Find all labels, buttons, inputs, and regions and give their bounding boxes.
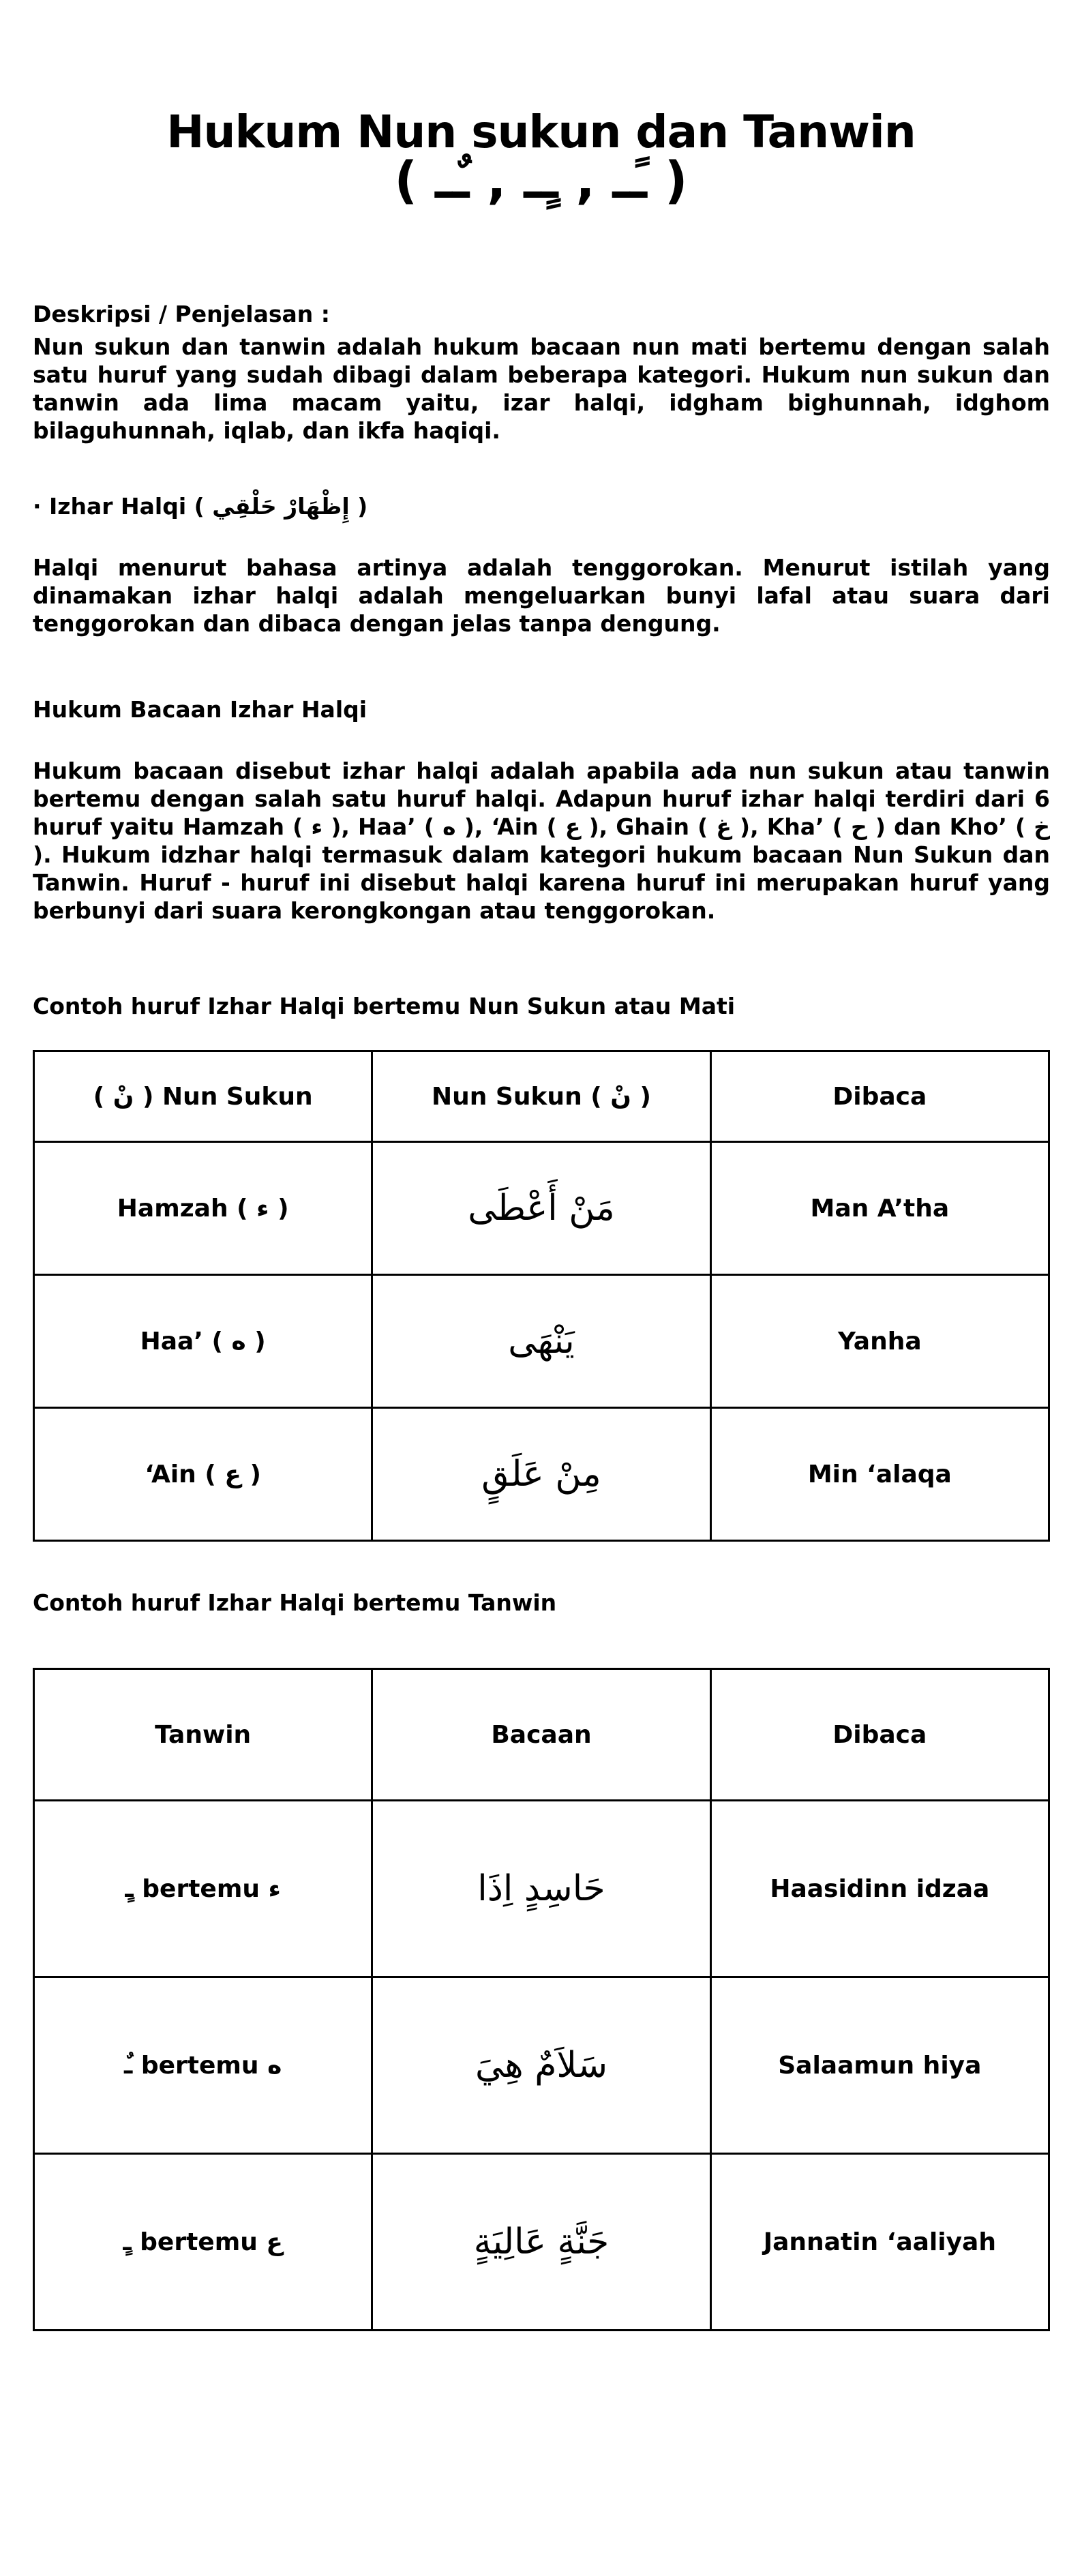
hukum-bacaan-heading: Hukum Bacaan Izhar Halqi: [33, 696, 367, 723]
izhar-halqi-heading: · Izhar Halqi ( إِظْهَارْ حَلْقِي ): [33, 493, 368, 520]
page-title: Hukum Nun sukun dan Tanwin: [166, 106, 916, 158]
table-cell: Salaamun hiya: [710, 1977, 1049, 2154]
table-header-cell: Bacaan: [372, 1669, 710, 1801]
arabic-example-cell: مَنْ أَعْطَى: [372, 1142, 710, 1275]
table-cell: ٍـ bertemu ء: [34, 1801, 372, 1977]
arabic-example-cell: حَاسِدٍ اِذَا: [372, 1801, 710, 1977]
izhar-halqi-definition: Halqi menurut bahasa artinya adalah tenggorokan. Menurut istilah yang dinamakan izhar halqi adalah mengeluarkan bunyi lafal atau suara dari tenggorokan dan dibaca dengan jelas tanpa dengung.: [33, 554, 1050, 637]
table-cell: Min ‘alaqa: [710, 1408, 1049, 1541]
description-heading: Deskripsi / Penjelasan :: [33, 301, 330, 327]
table-header-row: [34, 1051, 1049, 1142]
table-row: [34, 1142, 1049, 1275]
table-row: [34, 1408, 1049, 1541]
table-cell: Jannatin ‘aaliyah: [710, 2154, 1049, 2331]
description-body: Nun sukun dan tanwin adalah hukum bacaan nun mati bertemu dengan salah satu huruf yang sudah dibagi dalam beberapa kategori. Hukum nun sukun dan tanwin ada lima macam yaitu, izar halqi, idgham bighunnah, idghom bilaguhunnah, iqlab, dan ikfa haqiqi.: [33, 333, 1050, 444]
table-row: [34, 1977, 1049, 2154]
arabic-example-cell: مِنْ عَلَقٍ: [372, 1408, 710, 1541]
table-cell: ٌـ bertemu ه: [34, 1977, 372, 2154]
table-header-cell: ( نْ ) Nun Sukun: [34, 1051, 372, 1142]
table-row: [34, 2154, 1049, 2331]
table-row: [34, 1801, 1049, 1977]
table-cell: Haasidinn idzaa: [710, 1801, 1049, 1977]
hukum-bacaan-body: Hukum bacaan disebut izhar halqi adalah apabila ada nun sukun atau tanwin bertemu dengan salah satu huruf halqi. Adapun huruf izhar halqi terdiri dari 6 huruf yaitu Hamzah ( ء ), Haa’ ( ه ), ‘Ain ( ع ), Ghain ( غ ), Kha’ ( ح ) dan Kho’ ( خ ). Hukum idzhar halqi termasuk dalam kategori hukum bacaan Nun Sukun dan Tanwin. Huruf - huruf ini disebut halqi karena huruf ini merupakan huruf yang berbunyi dari suara kerongkongan atau tenggorokan.: [33, 758, 1051, 924]
table-cell: Hamzah ( ء ): [34, 1142, 372, 1275]
arabic-example-cell: يَنْهَى: [372, 1275, 710, 1408]
table-cell: Haa’ ( ه ): [34, 1275, 372, 1408]
table-header-row: [34, 1669, 1049, 1801]
table-header-cell: Nun Sukun ( نْ ): [372, 1051, 710, 1142]
nun-sukun-table: [33, 1050, 1050, 1542]
table-cell: Man A’tha: [710, 1142, 1049, 1275]
tanwin-table: [33, 1668, 1050, 2331]
arabic-example-cell: سَلاَمٌ هِيَ: [372, 1977, 710, 2154]
arabic-example-cell: جَنَّةٍ عَالِيَةٍ: [372, 2154, 710, 2331]
table2-caption: Contoh huruf Izhar Halqi bertemu Tanwin: [33, 1589, 557, 1616]
table-cell: Yanha: [710, 1275, 1049, 1408]
title-harakat: ( ـًـ , ـٍـ , ـٌـ ): [394, 151, 688, 210]
table1-caption: Contoh huruf Izhar Halqi bertemu Nun Sukun atau Mati: [33, 993, 736, 1019]
table-cell: ٍـ bertemu ع: [34, 2154, 372, 2331]
table-header-cell: Dibaca: [710, 1051, 1049, 1142]
table-header-cell: Tanwin: [34, 1669, 372, 1801]
table-header-cell: Dibaca: [710, 1669, 1049, 1801]
table-row: [34, 1275, 1049, 1408]
table-cell: ‘Ain ( ع ): [34, 1408, 372, 1541]
